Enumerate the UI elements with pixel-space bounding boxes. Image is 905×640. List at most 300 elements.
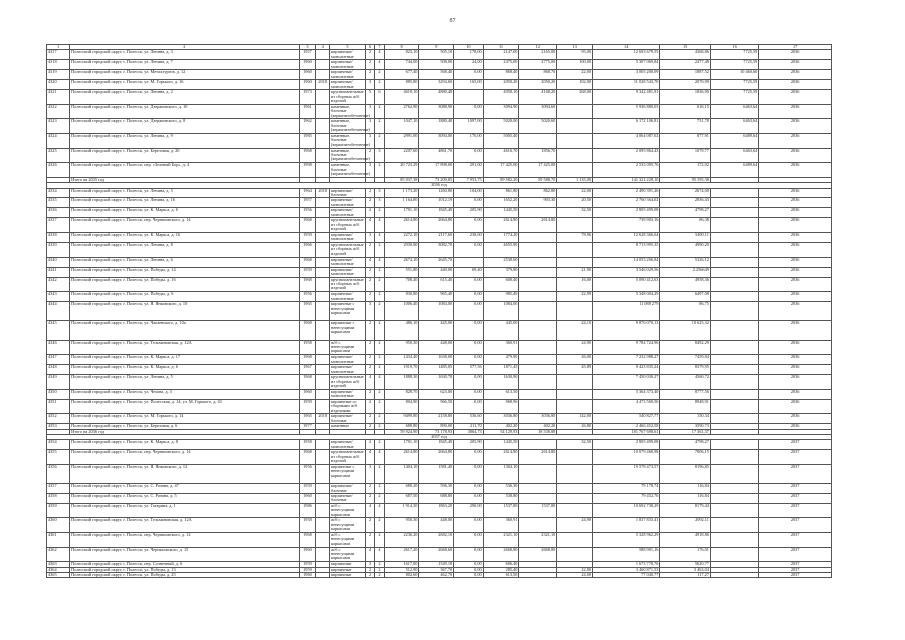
table-cell: [316, 547, 330, 562]
table-row: [47, 50, 832, 60]
table-cell: Полесский городской округ, г. Полесск, ул. Черняховского, д. 15: [70, 547, 299, 562]
table-cell: 2614,80: [483, 218, 519, 233]
table-cell: 1871,45: [483, 365, 519, 375]
table-cell: 462,70: [419, 572, 454, 577]
table-cell: 4337: [47, 218, 70, 233]
table-cell: 3: [365, 119, 374, 134]
table-row: [47, 119, 832, 134]
table-cell: ж/б с ненесущими каркасами: [330, 518, 366, 533]
table-cell: [557, 547, 593, 562]
table-cell: 2991,00: [384, 134, 419, 149]
table-cell: 1260,80: [419, 188, 454, 198]
table-cell: 1404,10: [384, 464, 419, 483]
table-cell: кирпичные/монолитные: [330, 208, 366, 218]
table-cell: 9 342 481,91: [593, 90, 660, 105]
table-cell: кирпичные с ненесущими каркасами: [330, 464, 366, 483]
table-cell: 5326,12: [660, 257, 711, 267]
table-cell: [557, 119, 593, 134]
table-cell: [316, 233, 330, 243]
table-cell: кирпичные/монолитные: [330, 233, 366, 243]
table-cell: 24,10: [557, 321, 593, 340]
table-cell: 17 425,00: [519, 163, 557, 178]
table-cell: [710, 365, 758, 375]
table-cell: каменные, блочные (керамзитобетонные): [331, 133, 370, 147]
table-row: [47, 243, 832, 258]
table-cell: [710, 208, 758, 218]
table-cell: 950,30: [384, 518, 419, 533]
table-cell: 22,00: [557, 70, 593, 80]
table-cell: 1956: [299, 292, 316, 302]
table-cell: 1 837 833,41: [593, 518, 660, 533]
table-cell: 1 914,30: [384, 503, 419, 518]
table-cell: [316, 399, 330, 414]
table-cell: 150,34: [660, 414, 711, 424]
table-cell: 2538,60: [483, 257, 519, 267]
table-cell: 181 767 698,61: [593, 429, 660, 434]
table-cell: 3: [365, 80, 374, 90]
table-cell: Полесский городской округ, г. Полесск, ул. Тельмановская, д. 12А: [70, 340, 299, 355]
table-cell: 3094,90: [483, 104, 519, 119]
table-cell: 1791,10: [384, 208, 419, 218]
table-cell: [316, 70, 330, 80]
housing-register-table: [46, 44, 832, 578]
column-number-cell: 10: [454, 45, 483, 50]
table-cell: [519, 518, 557, 533]
table-cell: 1968: [299, 355, 316, 365]
table-cell: 2036: [759, 257, 832, 267]
table-cell: 12 628 366,04: [593, 233, 660, 243]
column-number-cell: 4: [316, 45, 330, 50]
table-cell: [710, 503, 758, 518]
table-cell: Полесский городской округ, г. Полесск, пер. Черняховского, д. 12: [70, 532, 299, 547]
table-cell: 2: [365, 532, 374, 547]
table-cell: 2 095 864,43: [593, 148, 660, 163]
table-cell: 2930,00: [384, 243, 419, 258]
table-cell: 8777,56: [660, 389, 711, 399]
table-cell: [316, 484, 330, 494]
table-row: [47, 572, 832, 577]
table-cell: [557, 399, 593, 414]
register-table-container: [46, 44, 832, 578]
table-cell: 4349: [47, 375, 70, 390]
table-cell: 1985: [299, 134, 316, 149]
table-cell: [710, 243, 758, 258]
table-cell: 2: [375, 424, 384, 429]
table-cell: 4364: [47, 567, 70, 572]
table-cell: 2: [365, 208, 374, 218]
table-cell: 3036,80: [483, 414, 519, 424]
table-cell: 2: [365, 567, 374, 572]
table-cell: [519, 257, 557, 267]
table-cell: 32,50: [557, 440, 593, 450]
table-cell: 616,15: [660, 104, 711, 119]
table-cell: 3590,73: [660, 424, 711, 429]
table-cell: 3094,60: [519, 104, 557, 119]
table-cell: 2036: [759, 424, 832, 429]
table-cell: [316, 375, 330, 390]
table-cell: 1959: [299, 567, 316, 572]
table-cell: Полесский городской округ, г. Полесск, ул. Ленина, д. 16: [70, 198, 299, 208]
table-cell: 379,80: [483, 267, 519, 277]
table-cell: 5620,77: [660, 562, 711, 567]
table-cell: 2614,80: [519, 218, 557, 233]
table-cell: 4363: [47, 562, 70, 567]
table-cell: 1986: [299, 503, 316, 518]
table-cell: 2036: [759, 292, 832, 302]
table-cell: 830,80: [384, 292, 419, 302]
table-cell: [557, 257, 593, 267]
table-cell: 2: [365, 518, 374, 533]
table-cell: 2: [375, 292, 384, 302]
table-cell: 1957: [299, 50, 316, 60]
table-cell: 1617,00: [384, 562, 419, 567]
table-cell: [710, 440, 758, 450]
table-cell: 102,00: [557, 80, 593, 90]
table-cell: 205,90: [454, 208, 483, 218]
table-cell: 11 028 543,70: [593, 80, 660, 90]
table-cell: 1887,52: [660, 70, 711, 80]
table-cell: 2036: [759, 375, 832, 390]
table-cell: 861,80: [483, 188, 519, 198]
table-cell: 4323: [47, 119, 70, 134]
table-cell: 4325: [47, 148, 70, 163]
table-cell: 551,80: [384, 267, 419, 277]
table-cell: 69,40: [454, 267, 483, 277]
table-cell: 0,00: [454, 567, 483, 572]
table-cell: 536,30: [483, 484, 519, 494]
table-cell: 2: [375, 365, 384, 375]
table-cell: Полесский городской округ, г. Полесск, ул. Дзержинского, д. 10: [70, 104, 299, 119]
table-cell: 751,78: [660, 119, 711, 134]
table-cell: 2: [375, 355, 384, 365]
table-cell: 78,96: [557, 233, 593, 243]
table-row: [47, 292, 832, 302]
table-cell: 2050,20: [519, 80, 557, 90]
table-cell: 2036: [759, 365, 832, 375]
table-cell: 142,00: [557, 414, 593, 424]
table-cell: 3 005 200,09: [593, 70, 660, 80]
table-cell: [710, 218, 758, 233]
table-cell: [316, 208, 330, 218]
table-cell: 20 723,29: [384, 163, 419, 178]
table-cell: [316, 450, 330, 465]
table-cell: 0,00: [454, 148, 483, 163]
table-cell: [519, 399, 557, 414]
table-cell: [557, 389, 593, 399]
table-cell: 4616,70: [483, 148, 519, 163]
table-cell: 2037: [759, 532, 832, 547]
table-cell: 3: [365, 302, 374, 321]
table-cell: 2036: [759, 218, 832, 233]
table-cell: 862,80: [519, 188, 557, 198]
table-cell: 2036: [759, 60, 832, 70]
table-cell: [710, 572, 758, 577]
table-cell: 2: [365, 355, 374, 365]
table-cell: 3094,00: [419, 134, 454, 149]
table-row: [47, 70, 832, 80]
table-cell: 1 173,20: [384, 188, 419, 198]
table-cell: 1652,20: [483, 198, 519, 208]
table-cell: 2475,00: [483, 60, 519, 70]
table-cell: 677,40: [384, 70, 419, 80]
table-cell: 0,00: [454, 464, 483, 483]
table-row: [47, 134, 832, 149]
table-cell: [710, 340, 758, 355]
table-cell: 2: [375, 70, 384, 80]
table-cell: крупнопанельные из сборных ж/б изделий: [331, 374, 364, 388]
table-cell: 6489,64: [710, 163, 758, 178]
table-cell: 9 423 835,24: [593, 365, 660, 375]
table-cell: [710, 484, 758, 494]
table-cell: кирпичные/монолитные: [330, 80, 366, 90]
table-cell: 11 088 279: [593, 302, 660, 321]
table-cell: 4168,20: [519, 90, 557, 105]
table-cell: Полесский городской округ, г. Полесск, ул. Победы, д. 14: [70, 267, 299, 277]
table-cell: 360,91: [483, 518, 519, 533]
table-cell: 1630,90: [483, 375, 519, 390]
table-cell: [710, 518, 758, 533]
table-cell: [316, 355, 330, 365]
table-cell: 2617,20: [384, 547, 419, 562]
table-cell: 2: [365, 424, 374, 429]
table-cell: 2037: [759, 503, 832, 518]
table-cell: кирпичные с ненесущими каркасами: [330, 302, 366, 321]
table-cell: [316, 243, 330, 258]
table-cell: кирпичные/монолитные: [330, 198, 366, 208]
table-cell: ж/б с ненесущими каркасами: [330, 532, 366, 547]
table-cell: 1485,05: [419, 365, 454, 375]
table-cell: Полесский городской округ, г. Полесск, ул. Победы, д. 6: [70, 292, 299, 302]
table-cell: 2037: [759, 567, 832, 572]
table-cell: 448,00: [419, 518, 454, 533]
table-cell: 4336: [47, 208, 70, 218]
table-cell: 2037: [759, 518, 832, 533]
table-cell: [710, 389, 758, 399]
column-number-cell: 1: [47, 45, 70, 50]
table-cell: 0,00: [454, 518, 483, 533]
table-cell: [710, 547, 758, 562]
table-cell: Полесский городской округ, г. Полесск, ул. Ленина, д. 8: [70, 243, 299, 258]
table-cell: 1960: [299, 572, 316, 577]
table-cell: крупнопанельные из сборных ж/б изделий: [331, 276, 364, 291]
table-cell: 4348: [47, 365, 70, 375]
table-cell: 59 588,70: [519, 177, 557, 182]
table-cell: 100,00: [557, 60, 593, 70]
table-cell: кирпичные/монолитные: [330, 389, 366, 399]
table-cell: 4322: [47, 104, 70, 119]
table-cell: 2036: [759, 355, 832, 365]
table-cell: кирпичные/блочные: [330, 414, 366, 424]
table-cell: 2036: [759, 70, 832, 80]
table-cell: [316, 518, 330, 533]
table-cell: 3036,80: [519, 414, 557, 424]
table-cell: 1973: [299, 90, 316, 105]
table-cell: 4: [365, 547, 374, 562]
table-cell: 4344: [47, 302, 70, 321]
table-cell: 2: [375, 532, 384, 547]
table-cell: Полесский городской округ, г. Полесск, ул. К. Маркса, д. 6: [70, 208, 299, 218]
table-cell: 615,40: [419, 277, 454, 292]
table-cell: Итого на 2036 год: [70, 429, 299, 434]
table-cell: 968,96: [483, 399, 519, 414]
table-cell: кирпичные/монолитные: [330, 365, 366, 375]
table-cell: 828,70: [384, 389, 419, 399]
table-cell: 608,40: [483, 277, 519, 292]
table-cell: 0,00: [454, 375, 483, 390]
table-cell: 4340: [47, 257, 70, 267]
table-cell: 448,00: [419, 340, 454, 355]
table-cell: 2: [365, 277, 374, 292]
table-cell: 4317: [47, 50, 70, 60]
table-cell: 1960: [299, 547, 316, 562]
table-cell: 2668,80: [483, 547, 519, 562]
table-cell: [710, 532, 758, 547]
table-cell: 479,90: [483, 355, 519, 365]
column-number-cell: 5: [330, 45, 366, 50]
table-cell: 4: [375, 450, 384, 465]
table-cell: [519, 389, 557, 399]
table-cell: 117,27: [660, 572, 711, 577]
column-number-cell: 14: [593, 45, 660, 50]
table-cell: 2036: [759, 321, 832, 340]
table-cell: 2036: [759, 277, 832, 292]
table-cell: 744,00: [384, 60, 419, 70]
table-cell: [316, 365, 330, 375]
table-cell: 2: [375, 243, 384, 258]
table-cell: 4: [375, 60, 384, 70]
table-cell: Полесский городской округ, г. Полесск, ул. Чапаевского, д. 10а: [70, 321, 299, 340]
table-cell: 2 760 364,02: [593, 198, 660, 208]
table-cell: 512,90: [384, 567, 419, 572]
table-cell: 1960: [299, 80, 316, 90]
table-cell: 2: [365, 50, 374, 60]
table-cell: [557, 104, 593, 119]
table-cell: 1965: [299, 414, 316, 424]
table-cell: 4343: [47, 292, 70, 302]
table-cell: кирпичные/монолитные: [330, 50, 366, 60]
table-cell: 2036: [759, 80, 832, 90]
table-cell: 10 625,32: [660, 321, 711, 340]
table-cell: 508,00: [419, 60, 454, 70]
table-cell: 1960: [299, 389, 316, 399]
table-cell: 4326: [47, 163, 70, 178]
table-cell: 1968: [299, 218, 316, 233]
table-cell: [519, 484, 557, 494]
table-cell: каменные: [330, 424, 366, 429]
table-cell: 2614,80: [384, 450, 419, 465]
table-row: [47, 340, 832, 355]
table-cell: 2836,43: [660, 198, 711, 208]
table-cell: 1537,80: [519, 503, 557, 518]
table-cell: 5020,00: [483, 119, 519, 134]
table-cell: [316, 340, 330, 355]
column-number-cell: 16: [710, 45, 758, 50]
table-cell: 2664,80: [419, 218, 454, 233]
table-cell: 367,70: [419, 567, 454, 572]
table-cell: 4: [365, 257, 374, 267]
table-cell: 116,84: [660, 493, 711, 503]
table-cell: [316, 134, 330, 149]
table-cell: кирпичные: [330, 562, 366, 567]
table-cell: 2: [375, 104, 384, 119]
table-cell: Полесский городской округ, г. Полесск, ул. К. Маркса, д. 6: [70, 365, 299, 375]
table-cell: 1 673 778,76: [593, 562, 660, 567]
table-cell: 238,00: [454, 233, 483, 243]
table-cell: каменные, блочные (керамзитобетонные): [331, 162, 370, 176]
table-row: [47, 218, 832, 233]
table-cell: 440,00: [419, 267, 454, 277]
table-cell: 505,10: [419, 50, 454, 60]
table-cell: 2321,10: [519, 532, 557, 547]
table-cell: 19 578 473,57: [593, 464, 660, 483]
table-cell: 2664,80: [419, 450, 454, 465]
table-cell: 0,00: [454, 355, 483, 365]
table-cell: 4361: [47, 532, 70, 547]
table-cell: 4: [375, 218, 384, 233]
table-cell: 2070,99: [660, 80, 711, 90]
table-cell: 2: [375, 440, 384, 450]
table-cell: 1012,19: [419, 198, 454, 208]
table-cell: 4: [365, 375, 374, 390]
table-cell: [710, 198, 758, 208]
table-cell: 2: [375, 340, 384, 355]
table-cell: 6: [375, 90, 384, 105]
table-cell: 2668,60: [419, 547, 454, 562]
table-cell: [454, 257, 483, 267]
table-cell: 2036: [759, 414, 832, 424]
table-cell: 4880,48: [419, 90, 454, 105]
table-cell: 0,00: [454, 277, 483, 292]
table-cell: [710, 414, 758, 424]
table-cell: 3 463,04: [660, 567, 711, 572]
table-cell: кирпичные/монолитные: [330, 440, 366, 450]
table-cell: Полесский городской округ, г. Полесск, ул. Гагарина, д. 1: [70, 503, 299, 518]
table-cell: 2: [375, 518, 384, 533]
table-cell: 2614,80: [519, 450, 557, 465]
table-cell: 73 209,85: [419, 177, 454, 182]
table-cell: 0,00: [454, 399, 483, 414]
table-cell: 2: [375, 302, 384, 321]
table-cell: 2: [375, 277, 384, 292]
table-cell: [519, 464, 557, 483]
table-cell: 0,00: [454, 493, 483, 503]
table-cell: 2: [365, 243, 374, 258]
table-cell: 1968: [299, 257, 316, 267]
table-cell: 2036: [759, 119, 832, 134]
table-cell: 613,50: [483, 572, 519, 577]
table-cell: 54 129,93: [483, 429, 519, 434]
table-cell: Полесский городской округ, г. Полесск, ул. Победы, д. 25: [70, 572, 299, 577]
table-row: [47, 399, 832, 414]
table-cell: 2: [375, 208, 384, 218]
column-number-cell: 9: [419, 45, 454, 50]
table-cell: Полесский городской округ, г. Полесск, ул. Ленина, д. 5: [70, 188, 299, 198]
table-cell: 4360: [47, 518, 70, 533]
table-cell: Полесский городской округ, г. Полесск, ул. С. Разина, д. 47: [70, 484, 299, 494]
table-row: [47, 302, 832, 321]
table-cell: Полесский городской округ, г. Полесск, ул. К. Маркса, д. 16: [70, 233, 299, 243]
table-cell: 6 172 106,81: [593, 119, 660, 134]
table-cell: 4338: [47, 233, 70, 243]
table-cell: [710, 188, 758, 198]
table-cell: 8179,44: [660, 503, 711, 518]
table-cell: 17 361,37: [660, 429, 711, 434]
table-cell: 1965: [299, 302, 316, 321]
table-cell: Полесский городской округ, г. Полесск, ул. М. Горького, д. 16: [70, 80, 299, 90]
table-cell: 22,80: [557, 567, 593, 572]
table-cell: 2775,00: [519, 60, 557, 70]
table-row: [47, 163, 832, 178]
